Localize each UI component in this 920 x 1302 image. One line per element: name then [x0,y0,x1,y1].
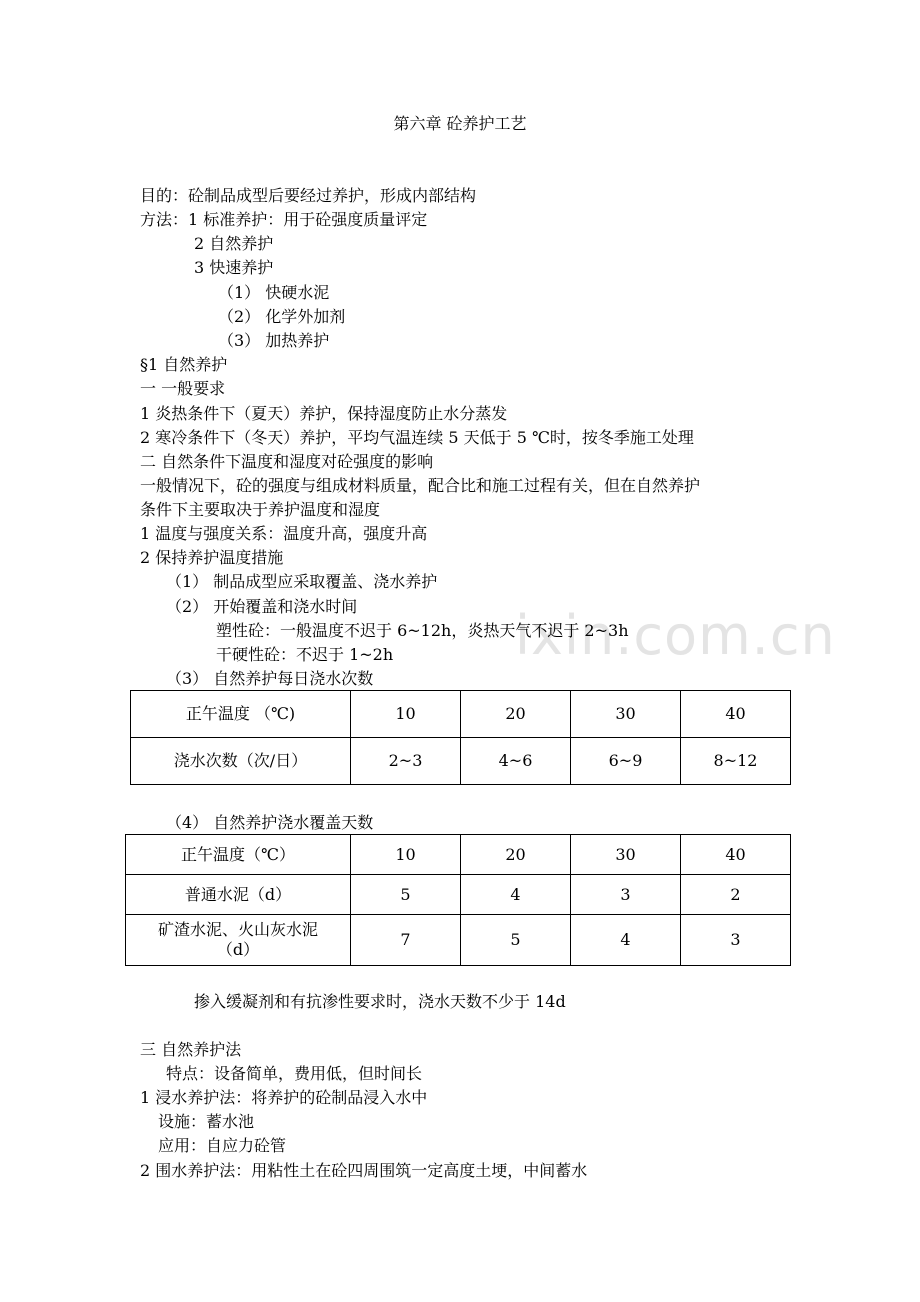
effect-paragraph-line-1: 一般情况下，砼的强度与组成材料质量，配合比和施工过程有关，但在自然养护 [140,476,701,495]
dry-concrete-line: 干硬性砼：不迟于 1~2h [216,645,394,664]
measure-line-4: （4） 自然养护浇水覆盖天数 [166,813,374,832]
table-cell: 8~12 [681,738,791,785]
fast-curing-item-1: （1） 快硬水泥 [218,283,330,302]
table-cell: 10 [351,835,461,875]
fast-curing-item-2: （2） 化学外加剂 [218,307,346,326]
immersion-method-line: 1 浸水养护法：将养护的砼制品浸入水中 [140,1088,428,1107]
table-cell: 普通水泥（d） [126,875,351,915]
table-cell: 7 [351,915,461,966]
effect-line-1: 1 温度与强度关系：温度升高，强度升高 [140,524,428,543]
table-cell: 2~3 [351,738,461,785]
table-cell: 40 [681,835,791,875]
table-cell: 5 [461,915,571,966]
method-line-1: 方法：1 标准养护：用于砼强度质量评定 [140,210,428,229]
table-row [126,915,791,966]
facility-line: 设施：蓄水池 [158,1112,255,1131]
application-line: 应用：自应力砼管 [158,1136,287,1155]
table-cell: 2 [681,875,791,915]
table-cell: 6~9 [571,738,681,785]
features-line: 特点：设备简单，费用低，但时间长 [166,1064,423,1083]
table-cell: 正午温度 （℃) [131,691,351,738]
table-cell [126,915,351,966]
table-cell: 4 [461,875,571,915]
table-row [131,738,791,785]
effect-paragraph-line-2: 条件下主要取决于养护温度和湿度 [140,500,381,519]
section-heading-natural-curing: §1 自然养护 [140,355,228,374]
table-cell: 20 [461,835,571,875]
requirement-line-2: 2 寒冷条件下（冬天）养护，平均气温连续 5 天低于 5 ℃时，按冬季施工处理 [140,428,694,447]
table-row [126,835,791,875]
retarder-note: 掺入缓凝剂和有抗渗性要求时，浇水天数不少于 14d [194,992,566,1011]
table-cell: 3 [681,915,791,966]
plastic-concrete-line: 塑性砼：一般温度不迟于 6~12h，炎热天气不迟于 2~3h [216,621,629,640]
cell-label-line-1: 矿渣水泥、火山灰水泥 [157,920,318,939]
watering-days-table [125,834,791,966]
table-row [126,875,791,915]
fast-curing-item-3: （3） 加热养护 [218,331,330,350]
effect-line-2: 2 保持养护温度措施 [140,548,284,567]
requirement-line-1: 1 炎热条件下（夏天）养护，保持湿度防止水分蒸发 [140,404,508,423]
chapter-title: 第六章 砼养护工艺 [393,114,527,133]
table-cell: 4 [571,915,681,966]
table-row [131,691,791,738]
measure-line-3: （3） 自然养护每日浇水次数 [166,669,374,688]
table-cell: 正午温度（℃） [126,835,351,875]
table-cell: 30 [571,835,681,875]
heading-temperature-effect: 二 自然条件下温度和湿度对砼强度的影响 [140,452,434,471]
table-cell: 30 [571,691,681,738]
method-line-3: 3 快速养护 [194,258,274,277]
cell-label-line-2: （d） [216,940,260,959]
table-cell: 浇水次数（次/日） [131,738,351,785]
heading-general-requirements: 一 一般要求 [140,379,226,398]
table-cell: 10 [351,691,461,738]
purpose-line: 目的：砼制品成型后要经过养护，形成内部结构 [140,186,477,205]
method-line-2: 2 自然养护 [194,234,274,253]
heading-natural-curing-methods: 三 自然养护法 [140,1040,242,1059]
measure-line-1: （1） 制品成型应采取覆盖、浇水养护 [166,572,438,591]
watermark: ixin.com.cn [515,604,836,667]
enclosure-method-line: 2 围水养护法：用粘性土在砼四周围筑一定高度土埂，中间蓄水 [140,1161,588,1180]
table-cell: 20 [461,691,571,738]
table-cell: 40 [681,691,791,738]
table-cell: 5 [351,875,461,915]
table-cell: 4~6 [461,738,571,785]
watering-frequency-table [130,690,791,785]
measure-line-2: （2） 开始覆盖和浇水时间 [166,597,358,616]
table-cell: 3 [571,875,681,915]
